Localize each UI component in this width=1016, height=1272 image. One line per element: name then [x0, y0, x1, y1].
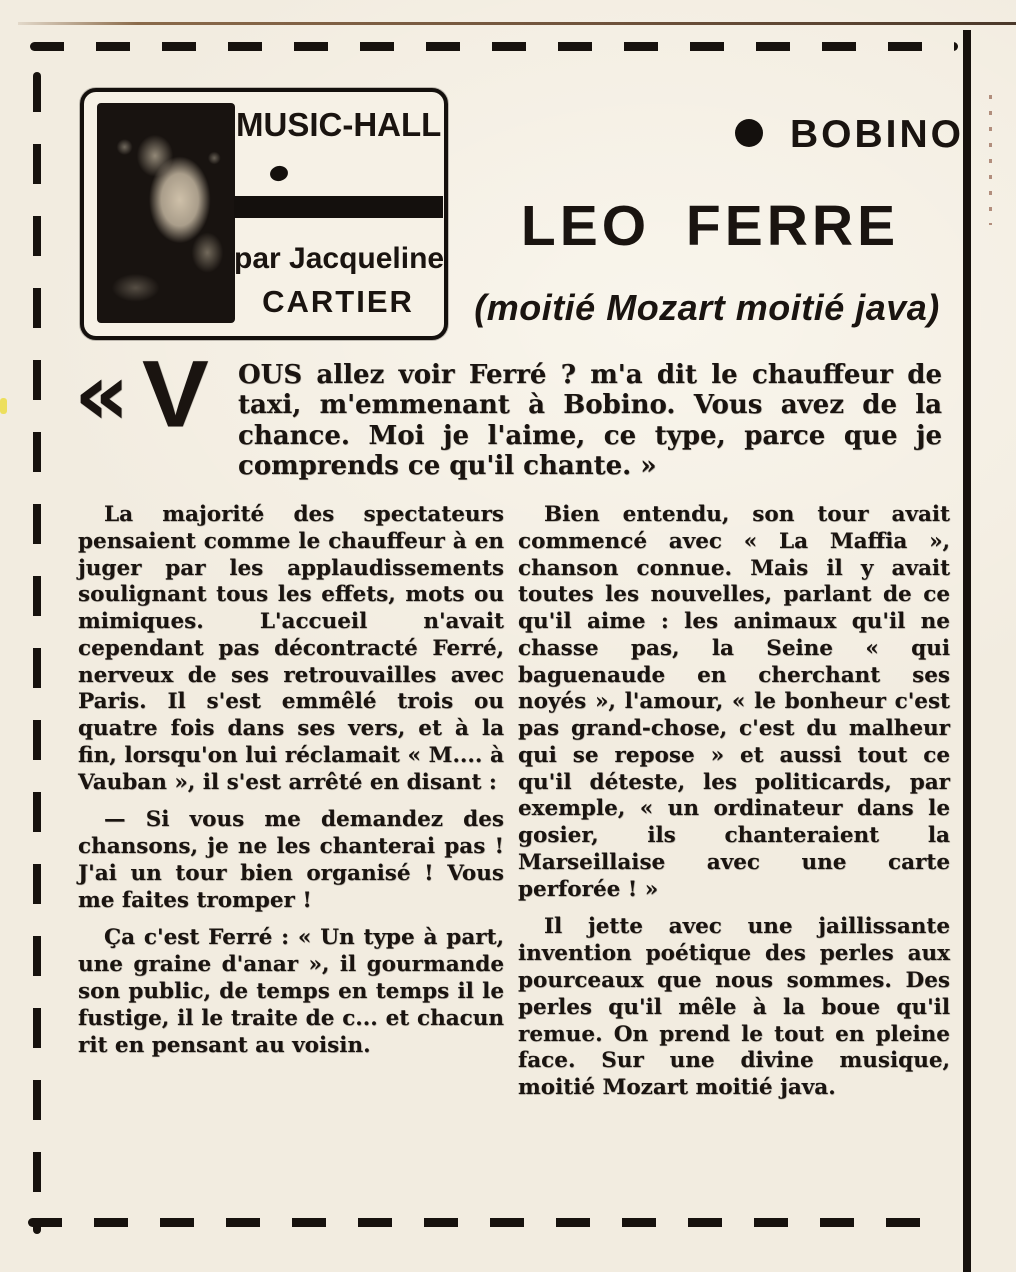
column-title: MUSIC-HALL: [236, 106, 442, 143]
clipping-border-left: [33, 72, 41, 1234]
paragraph: — Si vous me demandez des chansons, je ne les chanterai pas ! J'ai un tour bien organisé ! Vous me faites tromper !: [78, 807, 504, 913]
article-column-left: [78, 502, 504, 1070]
byline-prefix: par Jacqueline: [234, 242, 445, 275]
paragraph: Il jette avec une jaillissante invention poétique des perles aux pourceaux que nous sommes. Des perles qu'il mêle à la boue qu'il remue. On prend le tout en pleine face. Sur une divine musique, moitié Mozart moitié java.: [518, 914, 950, 1101]
dropcap-letter: V: [142, 340, 209, 448]
clipping-border-bottom: [28, 1218, 950, 1227]
article-column-right: [518, 502, 950, 1113]
scan-artifact-speck: [0, 398, 7, 414]
paragraph: Bien entendu, son tour avait commencé avec « La Maffia », chanson connue. Mais il y avait toutes les nouvelles, parlant de ce qu'il aime : les animaux qu'il ne chasse pas, la Seine « qui baguenaude en cherchant ses noyés », l'amour, « le bonheur c'est pas grand-chose, c'est du malheur qui se repose » et aussi tout ce qu'il déteste, les politicards, par exemple, « un ordinateur dans le gosier, ils chanteraient la Marseillaise avec une carte perforée ! »: [518, 502, 950, 902]
top-crease-rule: [18, 22, 1016, 25]
masthead-box: [80, 88, 448, 340]
lead-text: OUS allez voir Ferré ? m'a dit le chauffeur de taxi, m'emmenant à Bobino. Vous avez de la chance. Moi je l'aime, ce type, parce que je comprends ce qu'il chante. »: [238, 360, 942, 482]
paragraph: Ça c'est Ferré : « Un type à part, une graine d'anar », il gourmande son public, de temps en temps il le fustige, il le traite de c... et chacun rit en pensant au voisin.: [78, 925, 504, 1058]
opening-guillemet: «: [74, 345, 130, 445]
clipping-border-top: [30, 42, 958, 51]
lead-paragraph: [74, 340, 942, 482]
article-headline: LEO FERRE: [520, 194, 900, 258]
article-subtitle: (moitié Mozart moitié java): [474, 287, 940, 328]
portrait-photo: [97, 103, 235, 323]
byline-name: CARTIER: [262, 284, 414, 319]
paragraph: La majorité des spectateurs pensaient comme le chauffeur à en juger par les applaudissements soulignant tous les effets, mots ou mimiques. L'accueil n'avait cependant pas décontracté Ferré, nerveux de ses retrouvailles avec Paris. Il s'est emmêlé trois ou quatre fois dans ses vers, et à la fin, lorsqu'on lui réclamait « M.... à Vauban », il s'est arrêté en disant :: [78, 502, 504, 795]
scan-artifact-dots: [989, 95, 992, 225]
bullet-icon: [735, 119, 763, 147]
venue-name: BOBINO: [790, 113, 964, 156]
bullet-icon: [269, 164, 290, 182]
dropcap: [74, 340, 238, 458]
column-rule-right: [963, 30, 971, 1272]
masthead-divider-bar: [234, 196, 443, 218]
